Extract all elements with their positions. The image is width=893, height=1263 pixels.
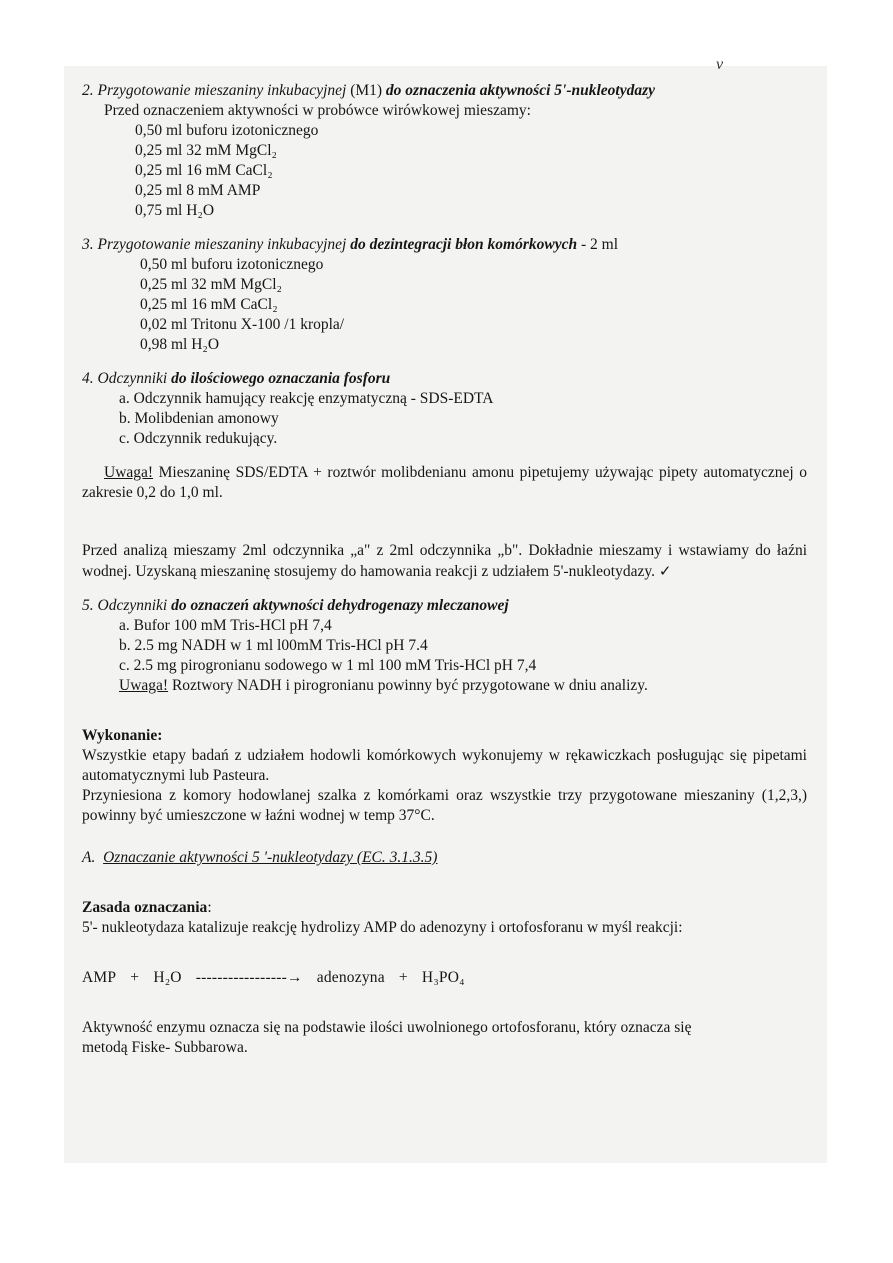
equation-term: H₂O <box>153 969 182 986</box>
reaction-arrow: -----------------→ <box>195 969 303 986</box>
section-5-note <box>82 676 807 696</box>
wykonanie-paragraph-1: Wszystkie etapy badań z udziałem hodowli komórkowych wykonujemy w rękawiczkach posługując się pipetami automatycznymi lub Pasteura. <box>82 747 807 784</box>
list-item: c. 2.5 mg pirogronianu sodowego w 1 ml 100 mM Tris-HCl pH 7,4 <box>119 657 537 674</box>
zasada-paragraph-1: 5'- nukleotydaza katalizuje reakcję hydrolizy AMP do adenozyny i ortofosforanu w myśl reakcji: <box>82 919 683 936</box>
section-zasada <box>82 898 807 1058</box>
heading-bold: do oznaczeń aktywności dehydrogenazy mleczanowej <box>171 597 509 614</box>
zasada-heading-text: Zasada oznaczania <box>82 899 208 916</box>
list-item: 0,50 ml buforu izotonicznego <box>135 122 319 139</box>
list-item: 0,98 ml H₂O <box>140 336 220 353</box>
note-label: Uwaga! <box>119 677 169 694</box>
list-item: b. Molibdenian amonowy <box>119 410 279 427</box>
note-label: Uwaga! <box>104 464 154 481</box>
heading-bold: do ilościowego oznaczania fosforu <box>171 370 391 387</box>
equation-term: adenozyna <box>316 969 385 986</box>
wykonanie-paragraph-2: Przyniesiona z komory hodowlanej szalka z komórkami oraz wszystkie trzy przygotowane mieszaniny (1,2,3,) powinny być umieszczone w łaźni wodnej w temp 37°C. <box>82 787 807 824</box>
zasada-heading <box>82 898 807 918</box>
section-2-heading <box>82 81 807 101</box>
list-item: 0,25 ml 8 mM AMP <box>135 182 261 199</box>
heading-italic: 5. Odczynniki <box>82 597 172 614</box>
note-text: Roztwory NADH i pirogronianu powinny być przygotowane w dniu analizy. <box>168 677 648 694</box>
heading-bold: do dezintegracji błon komórkowych <box>350 236 578 253</box>
zasada-paragraph-2: Aktywność enzymu oznacza się na podstawie ilości uwolnionego ortofosforanu, który oznacza się metodą Fiske- Subbarowa. <box>82 1019 692 1056</box>
equation-plus: + <box>130 969 140 986</box>
section-a-heading <box>82 848 807 868</box>
list-item: a. Odczynnik hamujący reakcję enzymatyczną - SDS-EDTA <box>119 390 494 407</box>
check-mark-icon: ✓ <box>658 562 672 580</box>
list-item: 0,25 ml 16 mM CaCl₂ <box>140 296 278 313</box>
list-item: 0,75 ml H₂O <box>135 202 215 219</box>
heading-italic: 4. Odczynniki <box>82 370 172 387</box>
list-item: 0,25 ml 32 mM MgCl₂ <box>135 142 277 159</box>
section-2 <box>82 81 807 221</box>
handwritten-mark: ν <box>716 56 724 73</box>
equation-term: AMP <box>82 969 117 986</box>
section-wykonanie <box>82 726 807 826</box>
heading-italic: 3. Przygotowanie mieszaniny inkubacyjnej <box>82 236 351 253</box>
heading-plain: (M1) <box>346 82 386 99</box>
section-a-prefix: A. <box>82 849 104 866</box>
section-4-heading <box>82 369 807 389</box>
wykonanie-heading: Wykonanie: <box>82 727 163 744</box>
reaction-equation <box>82 968 807 988</box>
section-5 <box>82 596 807 696</box>
section-a-title: Oznaczanie aktywności 5 '-nukleotydazy (EC. 3.1.3.5) <box>103 849 438 866</box>
zasada-colon: : <box>207 899 212 916</box>
list-item: 0,25 ml 32 mM MgCl₂ <box>140 276 282 293</box>
section-2-intro: Przed oznaczeniem aktywności w probówce wirówkowej mieszamy: <box>104 102 531 119</box>
list-item: a. Bufor 100 mM Tris-HCl pH 7,4 <box>119 617 332 634</box>
list-item: 0,50 ml buforu izotonicznego <box>140 256 324 273</box>
heading-plain: - 2 ml <box>577 236 619 253</box>
section-4 <box>82 369 807 582</box>
heading-italic: 2. Przygotowanie mieszaniny inkubacyjnej <box>82 82 347 99</box>
paragraph-text: Przed analizą mieszamy 2ml odczynnika „a" z 2ml odczynnika „b". Dokładnie mieszamy i wstawiamy do łaźni wodnej. Uzyskaną mieszaninę stosujemy do hamowania reakcji z udziałem 5'-nukleotydazy. <box>82 542 807 580</box>
list-item: 0,02 ml Tritonu X-100 /1 kropla/ <box>140 316 345 333</box>
section-5-heading <box>82 596 807 616</box>
list-item: c. Odczynnik redukujący. <box>119 430 278 447</box>
section-4-paragraph <box>82 541 807 582</box>
document-body <box>82 70 807 1058</box>
section-3-heading <box>82 235 807 255</box>
list-item: b. 2.5 mg NADH w 1 ml l00mM Tris-HCl pH 7.4 <box>119 637 428 654</box>
note-text: Mieszaninę SDS/EDTA + roztwór molibdenianu amonu pipetujemy używając pipety automatycznej o zakresie 0,2 do 1,0 ml. <box>82 464 807 501</box>
heading-bold: do oznaczenia aktywności 5'-nukleotydazy <box>385 82 656 99</box>
equation-term: H₃PO₄ <box>421 969 465 986</box>
list-item: 0,25 ml 16 mM CaCl₂ <box>135 162 273 179</box>
equation-plus: + <box>398 969 408 986</box>
section-4-note <box>82 463 807 503</box>
section-3 <box>82 235 807 355</box>
